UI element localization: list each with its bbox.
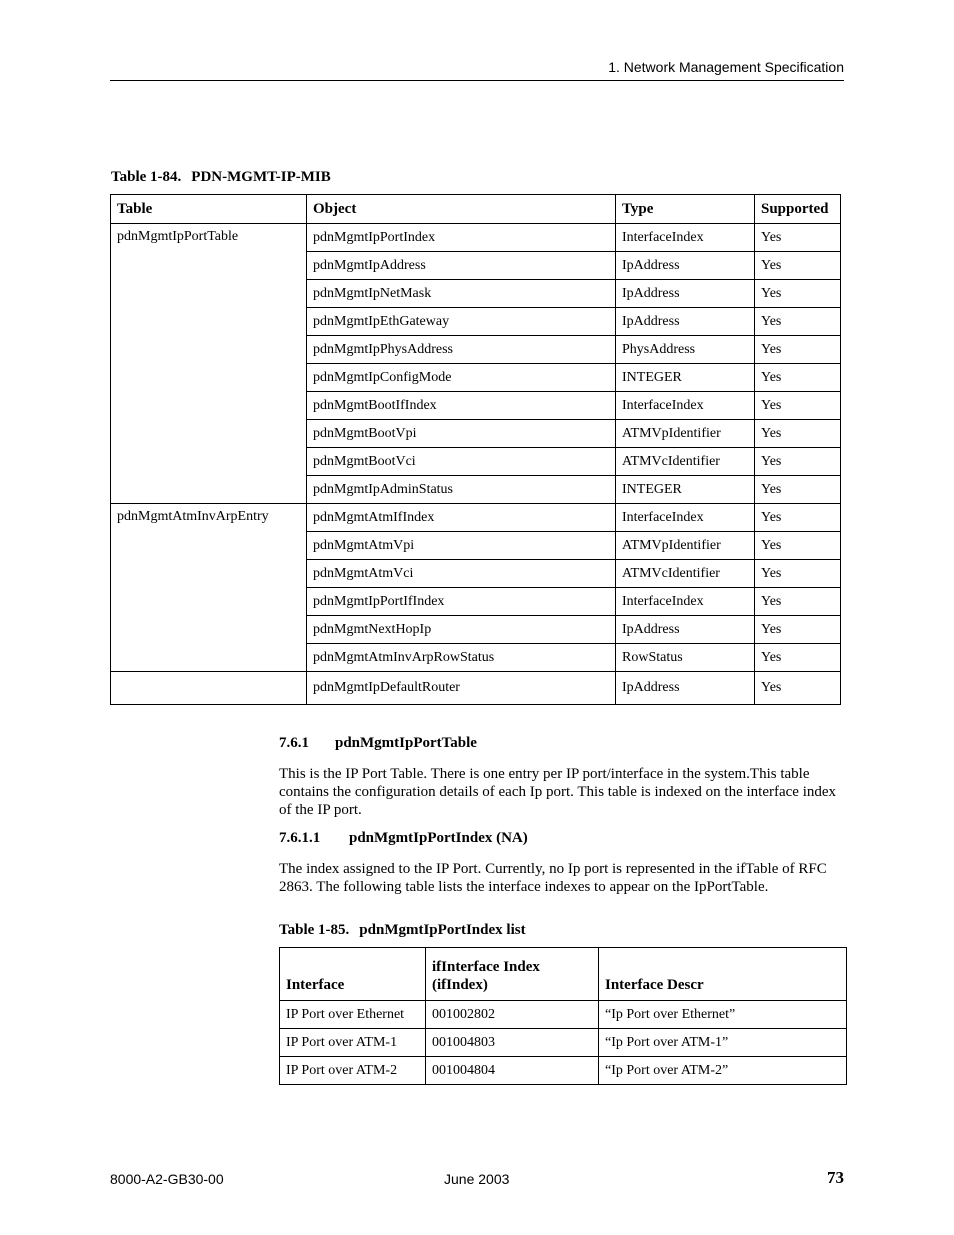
cell-supported: Yes	[755, 308, 841, 336]
cell-type: ATMVpIdentifier	[616, 420, 755, 448]
cell-type: InterfaceIndex	[616, 588, 755, 616]
cell-object: pdnMgmtIpAddress	[307, 252, 616, 280]
table-row	[280, 1057, 847, 1085]
table-row	[111, 504, 841, 532]
cell-ifindex: 001004803	[426, 1029, 599, 1057]
cell-supported: Yes	[755, 616, 841, 644]
col-header-table: Table	[111, 195, 307, 224]
cell-supported: Yes	[755, 476, 841, 504]
cell-type: ATMVcIdentifier	[616, 448, 755, 476]
table-row	[280, 1029, 847, 1057]
interface-index-table-body	[280, 1001, 847, 1085]
section-heading-7-6-1	[279, 734, 477, 752]
section-title: pdnMgmtIpPortTable	[335, 735, 477, 751]
cell-type: RowStatus	[616, 644, 755, 672]
table-row	[111, 672, 841, 705]
cell-supported: Yes	[755, 420, 841, 448]
cell-object: pdnMgmtAtmIfIndex	[307, 504, 616, 532]
cell-object: pdnMgmtIpNetMask	[307, 280, 616, 308]
col-header-supported: Supported	[755, 195, 841, 224]
cell-interface-descr: “Ip Port over Ethernet”	[599, 1001, 847, 1029]
running-header	[110, 58, 844, 81]
page-number: 73	[827, 1168, 844, 1187]
cell-object: pdnMgmtIpAdminStatus	[307, 476, 616, 504]
cell-object: pdnMgmtBootVci	[307, 448, 616, 476]
mib-table	[110, 194, 841, 705]
cell-object: pdnMgmtBootVpi	[307, 420, 616, 448]
section-number: 7.6.1.1	[279, 830, 321, 846]
cell-interface: IP Port over Ethernet	[280, 1001, 426, 1029]
cell-type: ATMVcIdentifier	[616, 560, 755, 588]
footer-doc-number: 8000-A2-GB30-00	[110, 1171, 224, 1187]
cell-object: pdnMgmtIpPhysAddress	[307, 336, 616, 364]
section-paragraph-7-6-1: This is the IP Port Table. There is one entry per IP port/interface in the system.This table contains the configuration details of each Ip port. This table is indexed on the interface index of the IP port.	[279, 766, 837, 818]
cell-supported: Yes	[755, 560, 841, 588]
interface-index-table	[279, 947, 847, 1085]
table-caption-number: Table 1-84.	[111, 169, 182, 185]
cell-object: pdnMgmtIpConfigMode	[307, 364, 616, 392]
section-title: pdnMgmtIpPortIndex (NA)	[349, 830, 528, 846]
cell-object: pdnMgmtAtmVpi	[307, 532, 616, 560]
cell-object: pdnMgmtIpPortIfIndex	[307, 588, 616, 616]
section-heading-7-6-1-1	[279, 829, 528, 847]
cell-interface-descr: “Ip Port over ATM-2”	[599, 1057, 847, 1085]
cell-object: pdnMgmtAtmVci	[307, 560, 616, 588]
cell-type: IpAddress	[616, 308, 755, 336]
cell-supported: Yes	[755, 280, 841, 308]
col-header-object: Object	[307, 195, 616, 224]
cell-type: InterfaceIndex	[616, 504, 755, 532]
cell-table-name	[111, 672, 307, 705]
cell-supported: Yes	[755, 448, 841, 476]
running-header-title: 1. Network Management Specification	[608, 59, 844, 75]
table-caption-title: pdnMgmtIpPortIndex list	[359, 922, 526, 938]
table-caption-1-84	[111, 168, 331, 186]
cell-type: InterfaceIndex	[616, 392, 755, 420]
col-header-ifindex: ifInterface Index (ifIndex)	[426, 948, 599, 1001]
cell-ifindex: 001002802	[426, 1001, 599, 1029]
cell-table-name: pdnMgmtIpPortTable	[111, 224, 307, 504]
cell-object: pdnMgmtNextHopIp	[307, 616, 616, 644]
cell-interface-descr: “Ip Port over ATM-1”	[599, 1029, 847, 1057]
cell-supported: Yes	[755, 224, 841, 252]
table-row	[280, 1001, 847, 1029]
cell-table-name: pdnMgmtAtmInvArpEntry	[111, 504, 307, 672]
cell-type: IpAddress	[616, 616, 755, 644]
cell-supported: Yes	[755, 588, 841, 616]
table-row	[111, 224, 841, 252]
cell-type: InterfaceIndex	[616, 224, 755, 252]
cell-type: INTEGER	[616, 364, 755, 392]
cell-interface: IP Port over ATM-2	[280, 1057, 426, 1085]
cell-type: ATMVpIdentifier	[616, 532, 755, 560]
cell-type: IpAddress	[616, 672, 755, 705]
cell-object: pdnMgmtIpDefaultRouter	[307, 672, 616, 705]
cell-object: pdnMgmtIpEthGateway	[307, 308, 616, 336]
cell-supported: Yes	[755, 336, 841, 364]
section-paragraph-7-6-1-1: The index assigned to the IP Port. Currently, no Ip port is represented in the ifTable of RFC 2863. The following table lists the interface indexes to appear on the IpPortTable.	[279, 861, 827, 895]
mib-table-body	[111, 224, 841, 705]
cell-supported: Yes	[755, 672, 841, 705]
cell-supported: Yes	[755, 532, 841, 560]
cell-object: pdnMgmtBootIfIndex	[307, 392, 616, 420]
cell-object: pdnMgmtIpPortIndex	[307, 224, 616, 252]
section-number: 7.6.1	[279, 735, 309, 751]
col-header-interface: Interface	[280, 948, 426, 1001]
cell-ifindex: 001004804	[426, 1057, 599, 1085]
cell-supported: Yes	[755, 392, 841, 420]
cell-type: PhysAddress	[616, 336, 755, 364]
col-header-type: Type	[616, 195, 755, 224]
table-caption-1-85	[279, 921, 526, 939]
cell-type: IpAddress	[616, 280, 755, 308]
table-caption-title: PDN-MGMT-IP-MIB	[191, 169, 331, 185]
cell-supported: Yes	[755, 644, 841, 672]
cell-supported: Yes	[755, 364, 841, 392]
cell-type: IpAddress	[616, 252, 755, 280]
cell-interface: IP Port over ATM-1	[280, 1029, 426, 1057]
cell-supported: Yes	[755, 252, 841, 280]
col-header-interface-descr: Interface Descr	[599, 948, 847, 1001]
cell-type: INTEGER	[616, 476, 755, 504]
cell-object: pdnMgmtAtmInvArpRowStatus	[307, 644, 616, 672]
table-header-row	[280, 948, 847, 1001]
table-header-row	[111, 195, 841, 224]
footer-date: June 2003	[444, 1171, 510, 1187]
table-caption-number: Table 1-85.	[279, 922, 350, 938]
cell-supported: Yes	[755, 504, 841, 532]
